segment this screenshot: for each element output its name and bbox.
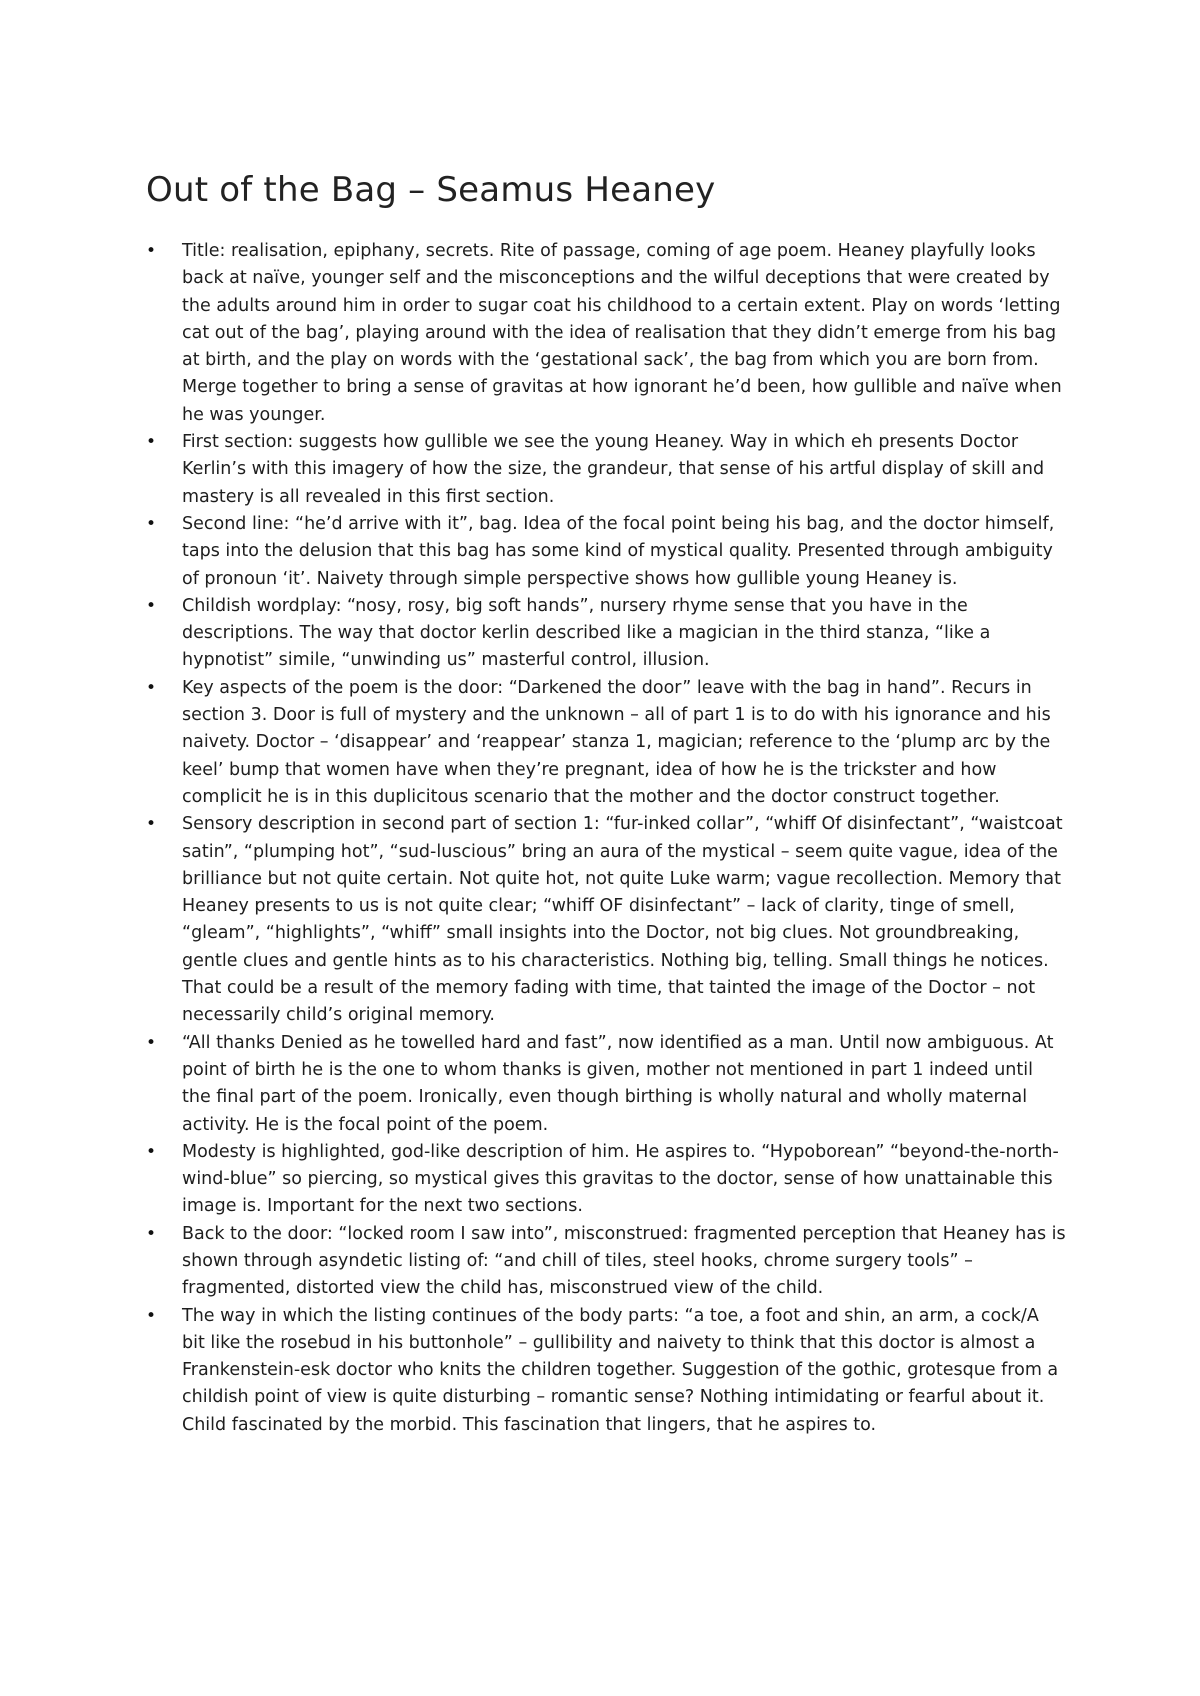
bullet-item-childish-wordplay bbox=[146, 593, 1066, 675]
bullet-text: Back to the door: “locked room I saw into”, misconstrued: fragmented perception that Heaney has is shown through asyndetic listing of: “and chill of tiles, steel hooks, chrome surgery tools” – fragmented, distorted view the child has, misconstrued view of the child. bbox=[182, 1223, 1066, 1299]
bullet-text: Second line: “he’d arrive with it”, bag. Idea of the focal point being his bag, and the doctor himself, taps into the delusion that this bag has some kind of mystical quality. Presented through ambiguity of pronoun ‘it’. Naivety through simple perspective shows how gullible young Heaney is. bbox=[182, 513, 1055, 589]
bullet-icon: • bbox=[146, 1223, 157, 1244]
bullet-text: Title: realisation, epiphany, secrets. Rite of passage, coming of age poem. Heaney playfully looks back at naïve, younger self and the misconceptions and the wilful deceptions that were created by the adults around him in order to sugar coat his childhood to a certain extent. Play on words ‘letting cat out of the bag’, playing around with the idea of realisation that they didn’t emerge from his bag at birth, and the play on words with the ‘gestational sack’, the bag from which you are born from. Merge together to bring a sense of gravitas at how ignorant he’d been, how gullible and naïve when he was younger. bbox=[182, 241, 1062, 425]
bullet-item-body-parts-listing bbox=[146, 1303, 1066, 1439]
bullet-icon: • bbox=[146, 513, 157, 534]
bullet-item-door bbox=[146, 675, 1066, 811]
bullet-text: First section: suggests how gullible we see the young Heaney. Way in which eh presents Doctor Kerlin’s with this imagery of how the size, the grandeur, that sense of his artful display of skill and mastery is all revealed in this first section. bbox=[182, 432, 1045, 507]
bullet-item-back-to-door bbox=[146, 1221, 1066, 1303]
bullet-icon: • bbox=[146, 1141, 157, 1162]
bullet-text: “All thanks Denied as he towelled hard and fast”, now identified as a man. Until now ambiguous. At point of birth he is the one to whom thanks is given, mother not mentioned in part 1 indeed until the final part of the poem. Ironically, even though birthing is wholly natural and wholly maternal activity. He is the focal point of the poem. bbox=[182, 1032, 1054, 1135]
document-title: Out of the Bag – Seamus Heaney bbox=[146, 170, 716, 210]
bullet-item-modesty bbox=[146, 1139, 1066, 1221]
bullet-text: Modesty is highlighted, god-like description of him. He aspires to. “Hypoborean” “beyond-the-north-wind-blue” so piercing, so mystical gives this gravitas to the doctor, sense of how unattainable this image is. Important for the next two sections. bbox=[182, 1141, 1059, 1217]
bullet-icon: • bbox=[146, 814, 157, 835]
bullet-icon: • bbox=[146, 595, 157, 616]
bullet-text: The way in which the listing continues of the body parts: “a toe, a foot and shin, an arm, a cock/A bit like the rosebud in his buttonhole” – gullibility and naivety to think that this doctor is almost a Frankenstein-esk doctor who knits the children together. Suggestion of the gothic, grotesque from a childish point of view is quite disturbing – romantic sense? Nothing intimidating or fearful about it. Child fascinated by the morbid. This fascination that lingers, that he aspires to. bbox=[182, 1305, 1059, 1435]
bullet-text: Sensory description in second part of section 1: “fur-inked collar”, “whiff Of disinfectant”, “waistcoat satin”, “plumping hot”, “sud-luscious” bring an aura of the mystical – seem quite vague, idea of the brilliance but not quite certain. Not quite hot, not quite Luke warm; vague recollection. Memory that Heaney presents to us is not quite clear; “whiff OF disinfectant” – lack of clarity, tinge of smell, “gleam”, “highlights”, “whiff” small insights into the Doctor, not big clues. Not groundbreaking, gentle clues and gentle hints as to his characteristics. Nothing big, telling. Small things he notices. That could be a result of the memory fading with time, that tainted the image of the Doctor – not necessarily child’s original memory. bbox=[182, 814, 1063, 1026]
bullet-item-second-line bbox=[146, 511, 1066, 593]
bullet-item-all-thanks-denied bbox=[146, 1030, 1066, 1139]
bullet-text: Key aspects of the poem is the door: “Darkened the door” leave with the bag in hand”. Recurs in section 3. Door is full of mystery and the unknown – all of part 1 is to do with his ignorance and his naivety. Doctor – ‘disappear’ and ‘reappear’ stanza 1, magician; reference to the ‘plump arc by the keel’ bump that women have when they’re pregnant, idea of how he is the trickster and how complicit he is in this duplicitous scenario that the mother and the doctor construct together. bbox=[182, 677, 1051, 807]
bullet-icon: • bbox=[146, 432, 157, 453]
bullet-icon: • bbox=[146, 1032, 157, 1053]
bullet-text: Childish wordplay: “nosy, rosy, big soft hands”, nursery rhyme sense that you have in the descriptions. The way that doctor kerlin described like a magician in the third stanza, “like a hypnotist” simile, “unwinding us” masterful control, illusion. bbox=[182, 595, 991, 671]
bullet-item-sensory-description bbox=[146, 811, 1066, 1029]
bullet-list bbox=[146, 238, 1066, 1439]
bullet-icon: • bbox=[146, 241, 157, 261]
bullet-item-title bbox=[146, 238, 1066, 429]
bullet-icon: • bbox=[146, 1305, 157, 1326]
bullet-icon: • bbox=[146, 677, 157, 698]
bullet-item-first-section bbox=[146, 429, 1066, 511]
